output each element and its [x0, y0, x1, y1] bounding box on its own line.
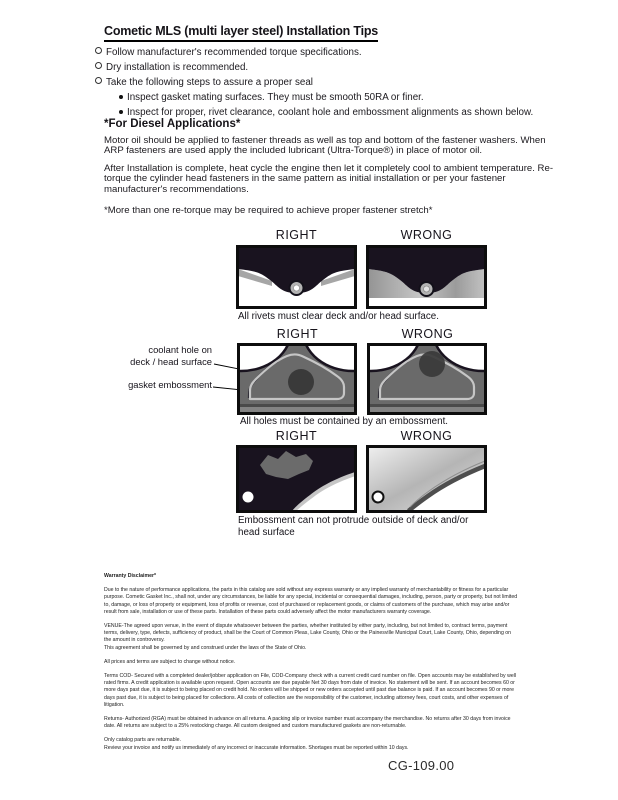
figure1-right-label: RIGHT — [275, 228, 318, 242]
sub-list-item-text: Inspect for proper, rivet clearance, coolant hole and embossment alignments as shown below. — [127, 107, 534, 118]
sub-list-item-text: Inspect gasket mating surfaces. They must be smooth 50RA or finer. — [127, 92, 424, 103]
embossment-containment-wrong-illustration — [367, 343, 487, 415]
list-item-text: Follow manufacturer's recommended torque specifications. — [106, 47, 362, 58]
disclaimer-paragraph: All prices and terms are subject to change without notice. — [104, 658, 236, 665]
page-title: Cometic MLS (multi layer steel) Installation Tips — [104, 24, 378, 42]
rivet-clearance-right-illustration — [236, 245, 357, 309]
figure2-right-label: RIGHT — [276, 327, 319, 341]
annotation-text: deck / head surface — [130, 355, 212, 367]
embossment-containment-right-illustration — [237, 343, 357, 415]
list-item-text: Dry installation is recommended. — [106, 62, 249, 73]
list-item — [95, 60, 565, 75]
annotation-text: coolant hole on — [148, 344, 212, 355]
gasket-embossment-annotation — [92, 379, 212, 391]
disclaimer-heading: Warranty Disclaimer* — [104, 573, 156, 579]
figure2-wrong-diagram — [367, 343, 488, 415]
installation-tips-list — [95, 45, 565, 120]
figure2-caption: All holes must be contained by an embossment. — [240, 416, 449, 427]
figure3-right-label: RIGHT — [275, 429, 318, 443]
disclaimer-paragraph: Review your invoice and notify us immediately of any incorrect or inaccurate information. Shortages must be reported within 10 days. — [104, 744, 409, 751]
dot-bullet-icon — [119, 110, 123, 114]
rivet-clearance-wrong-illustration — [366, 245, 487, 309]
disclaimer-paragraph: Due to the nature of performance applications, the parts in this catalog are sold without any express warranty or any implied warranty of merchantability or fitness for a particular purpose. Cometic Gasket Inc., shall not, under any circumstances, be liable for any special, incidental or consequential damages, including, person, party or property, but not limited to, damage, or loss of property or equipment, loss of profits or revenue, cost of purchased or replacement goods, or claims of customers of the purchase, which may arise and/or result from sale, installation or use of these parts. Installation of these parts could adversely affect the motor manufacturers warranty coverage. — [104, 587, 518, 615]
figure3-right-diagram — [236, 445, 357, 513]
list-item — [95, 75, 565, 90]
diesel-paragraph-1: Motor oil should be applied to fastener threads as well as top and bottom of the fastener washers. When ARP fasteners are used apply the included lubricant (Ultra-Torque®) in place of motor oil. — [104, 135, 546, 157]
dot-bullet-icon — [119, 95, 123, 99]
annotation-text: gasket embossment — [128, 379, 212, 390]
figure2-right-diagram — [237, 343, 358, 415]
disclaimer-paragraph: Only catalog parts are returnable. — [104, 737, 181, 744]
warranty-disclaimer-block — [104, 573, 518, 759]
circle-bullet-icon — [95, 77, 102, 84]
figure3-wrong-diagram — [366, 445, 487, 513]
embossment-protrusion-wrong-illustration — [366, 445, 487, 513]
figure2-wrong-label: WRONG — [401, 327, 454, 341]
figure3-caption: Embossment can not protrude outside of deck and/or head surface — [238, 515, 469, 538]
figure1-right-diagram — [236, 245, 357, 309]
embossment-protrusion-right-illustration — [236, 445, 357, 513]
retorque-note: *More than one re-torque may be required to achieve proper fastener stretch* — [104, 205, 433, 216]
diesel-paragraph-2: After Installation is complete, heat cycle the engine then let it completely cool to ambient temperature. Re-torque the cylinder head fasteners in the same pattern as initial installation or per your fastener manufacturer's recommendations. — [104, 163, 554, 195]
coolant-hole-annotation — [92, 344, 212, 367]
figure1-caption: All rivets must clear deck and/or head surface. — [238, 311, 439, 322]
disclaimer-paragraph: This agreement shall be governed by and construed under the laws of the State of Ohio. — [104, 644, 307, 651]
circle-bullet-icon — [95, 47, 102, 54]
figure1-wrong-label: WRONG — [400, 228, 453, 242]
circle-bullet-icon — [95, 62, 102, 69]
disclaimer-paragraph: Returns- Authorized (RGA) must be obtained in advance on all returns. A packing slip or invoice number must accompany the merchandise. No returns after 30 days from invoice date. All returns are subject to a 25% restocking charge. All custom designed and custom manufactured gaskets are non-returnable. — [104, 716, 511, 730]
figure3-wrong-label: WRONG — [400, 429, 453, 443]
list-item-text: Take the following steps to assure a proper seal — [106, 77, 313, 88]
disclaimer-paragraph: Terms COD- Secured with a completed dealer/jobber application on File, COD-Company check with a current credit card number on file. Open accounts may be established by well rated firms. A credit application is available upon request. Open accounts are due payable Net 30 days from date of invoice. No statement will be sent. If an account becomes 60 or more days past due, it is subject to being placed on credit hold. No orders will be shipped or new orders accepted until past due balance is paid. If an account becomes 90 or more days past due, it is subject to being placed for collections. All costs of collection are the responsibility of the customer, including attorney fees, court costs, and other expenses of litigation. — [104, 673, 517, 708]
sub-list-item — [119, 90, 565, 105]
document-code: CG-109.00 — [388, 758, 455, 773]
disclaimer-paragraph: VENUE-The agreed upon venue, in the event of dispute whatsoever between the parties, whether instituted by either party, including, but not limited to, contract terms, payment terms, delivery, type, defects, sufficiency of product, shall be the Court of Common Pleas, Lake County, Ohio or the Painesville Municipal Court, Lake County, Ohio, depending on the amount in controversy. — [104, 623, 512, 644]
diesel-section-heading: *For Diesel Applications* — [104, 118, 241, 130]
list-item — [95, 45, 565, 60]
figure1-wrong-diagram — [366, 245, 487, 309]
